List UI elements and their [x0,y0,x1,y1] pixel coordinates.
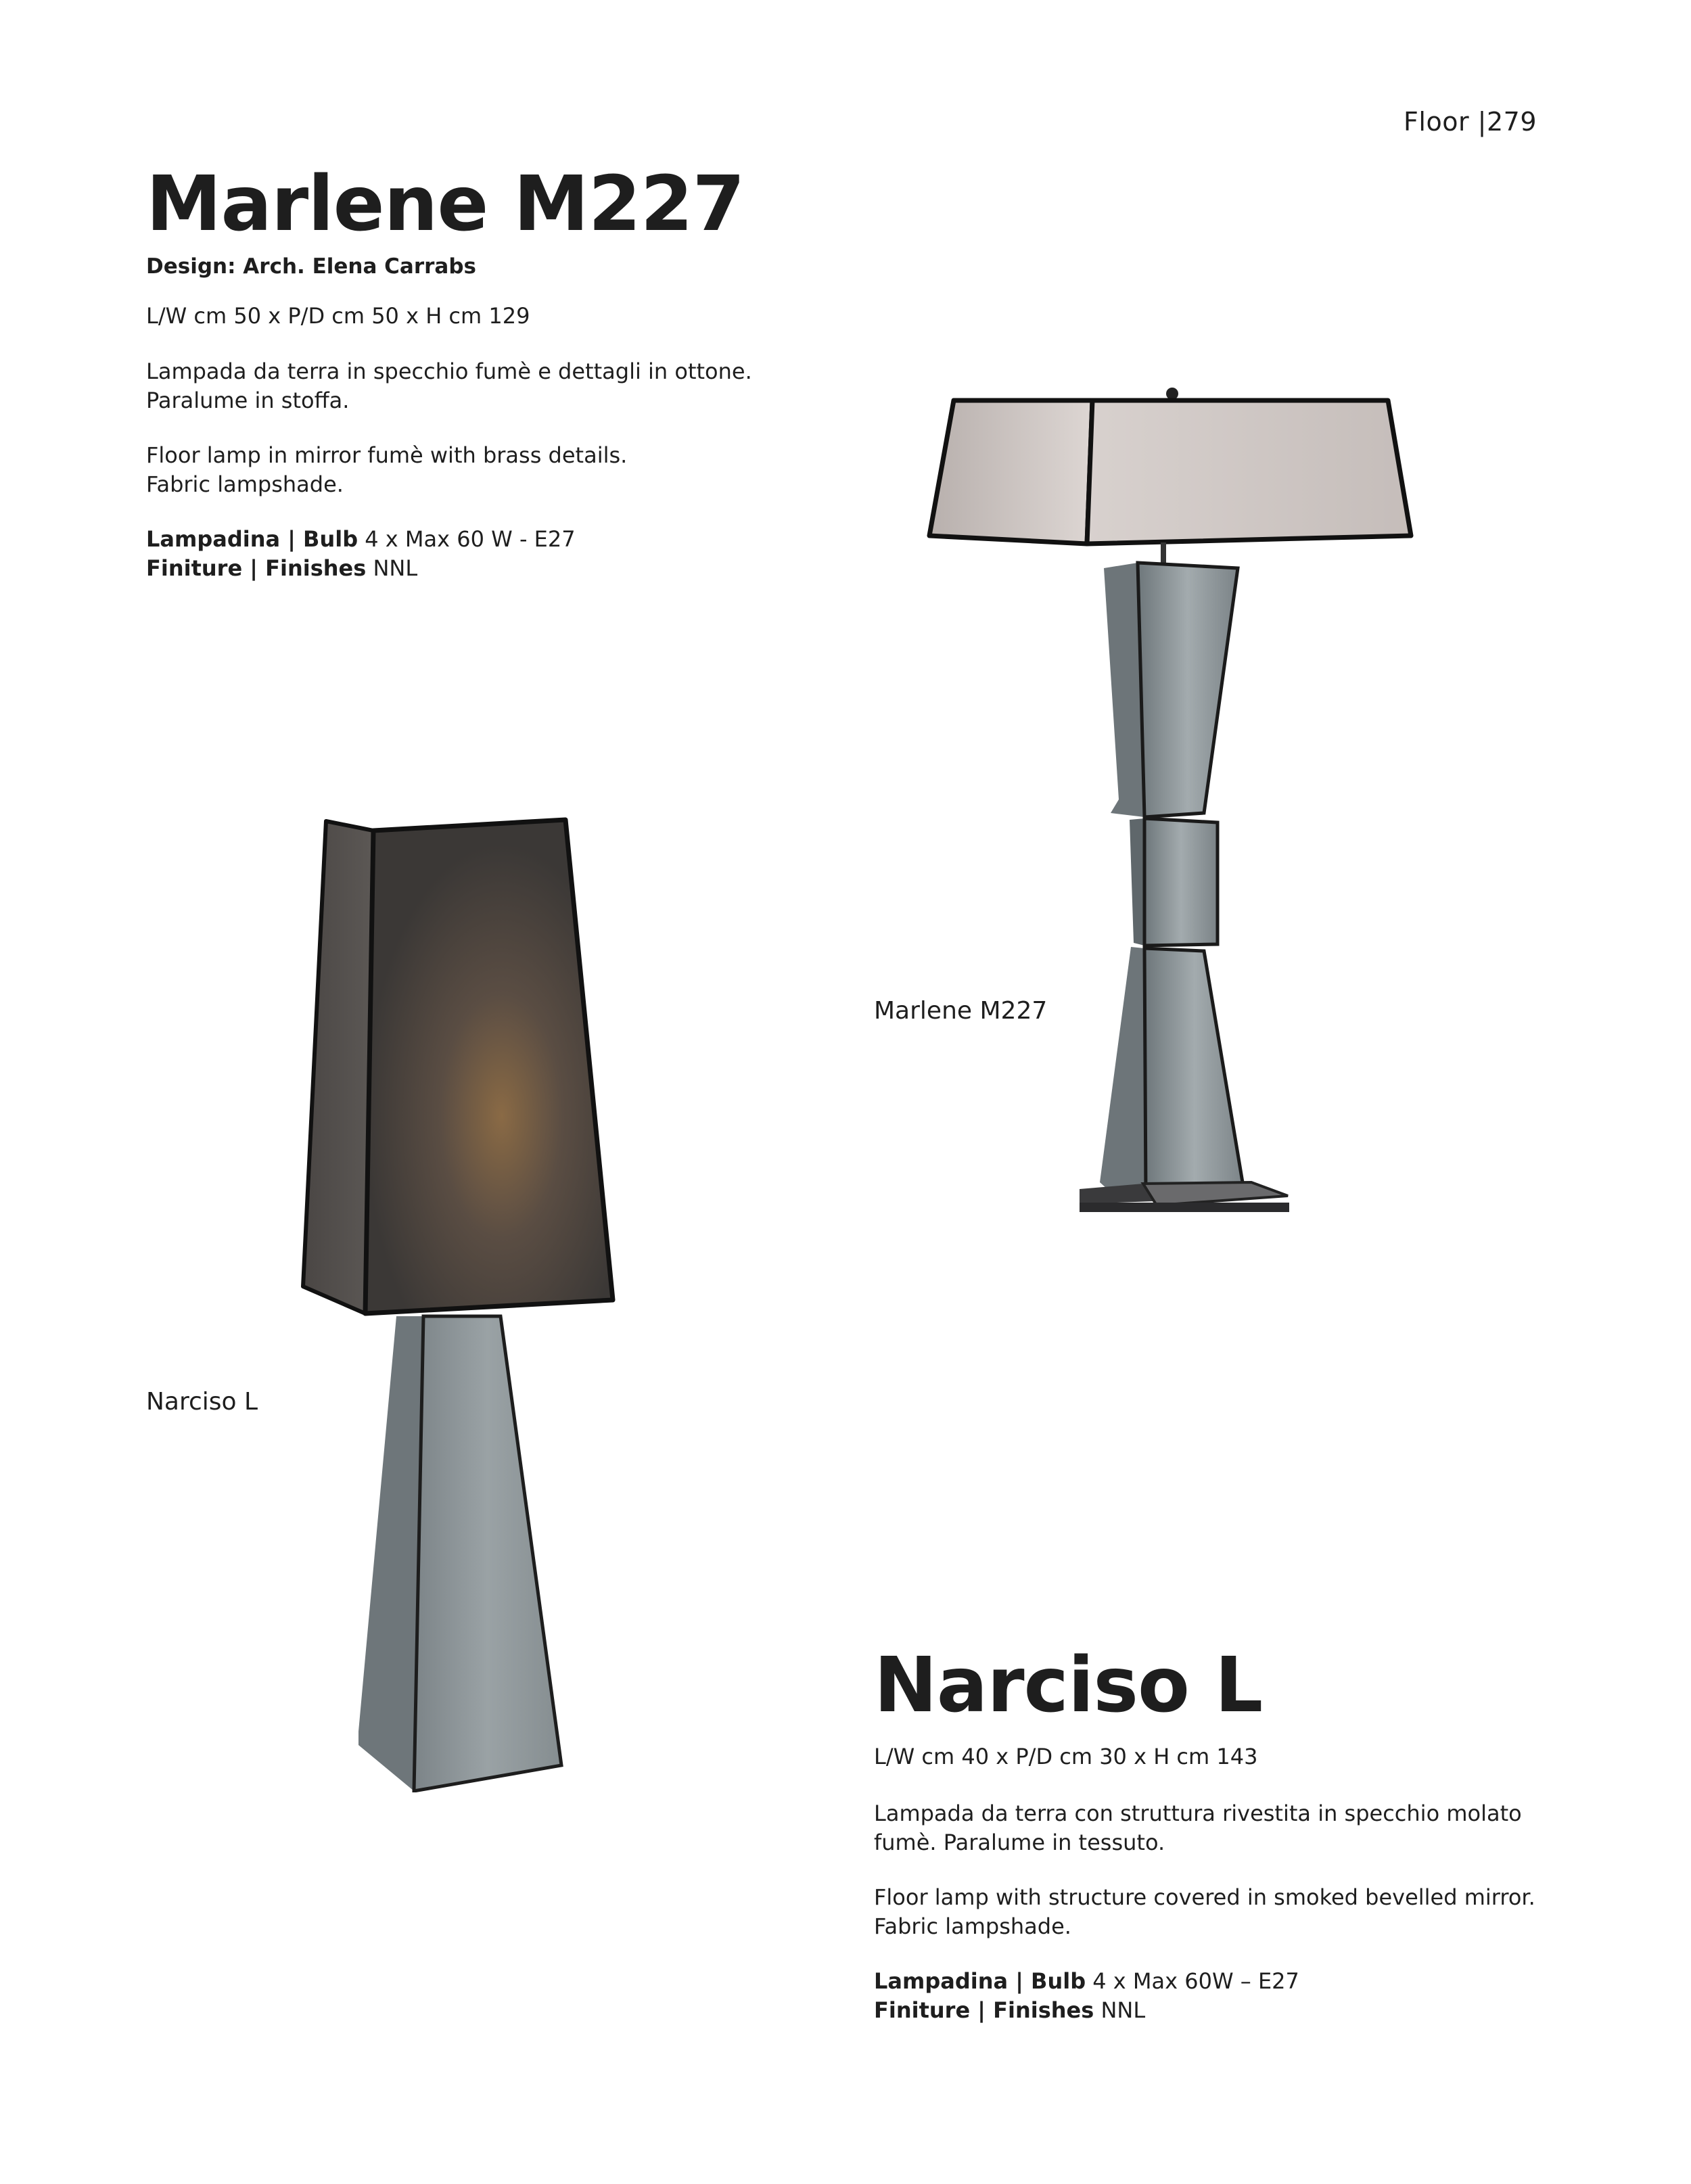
marlene-dimensions: L/W cm 50 x P/D cm 50 x H cm 129 [146,303,530,329]
narciso-image-caption: Narciso L [146,1388,258,1416]
narciso-desc-it-line2: fumè. Paralume in tessuto. [874,1830,1165,1855]
marlene-desc-en-line2: Fabric lampshade. [146,471,344,497]
page-folio: Floor |279 [1404,107,1537,137]
narciso-description-en [874,1883,1535,1941]
marlene-bulb-label: Lampadina | Bulb [146,526,358,552]
narciso-bulb-value: 4 x Max 60W – E27 [1086,1968,1299,1994]
narciso-desc-en-line2: Fabric lampshade. [874,1913,1071,1939]
marlene-finishes-spec [146,554,576,583]
narciso-description-it [874,1799,1522,1857]
marlene-finishes-value: NNL [366,555,418,581]
marlene-finishes-label: Finiture | Finishes [146,555,367,581]
narciso-bulb-spec [874,1967,1299,1996]
marlene-lamp-image [927,386,1420,1224]
narciso-desc-it-line1: Lampada da terra con struttura rivestita in specchio molato [874,1800,1522,1826]
marlene-desc-en-line1: Floor lamp in mirror fumè with brass details. [146,442,628,468]
narciso-finishes-label: Finiture | Finishes [874,1997,1094,2023]
marlene-description-en [146,441,627,499]
narciso-bulb-label: Lampadina | Bulb [874,1968,1086,1994]
marlene-title: Marlene M227 [146,160,745,248]
narciso-finishes-value: NNL [1094,1997,1146,2023]
marlene-image-caption: Marlene M227 [874,997,1048,1025]
marlene-bulb-value: 4 x Max 60 W - E27 [358,526,576,552]
marlene-designer: Design: Arch. Elena Carrabs [146,254,476,279]
narciso-dimensions: L/W cm 40 x P/D cm 30 x H cm 143 [874,1744,1258,1769]
marlene-bulb-spec [146,525,576,554]
narciso-specs [874,1967,1299,2025]
narciso-desc-en-line1: Floor lamp with structure covered in smoked bevelled mirror. [874,1884,1535,1910]
narciso-finishes-spec [874,1996,1299,2025]
marlene-desc-it-line1: Lampada da terra in specchio fumè e dettagli in ottone. [146,358,752,384]
marlene-description-it [146,357,752,415]
narciso-title: Narciso L [874,1642,1263,1729]
marlene-desc-it-line2: Paralume in stoffa. [146,388,350,413]
marlene-specs [146,525,576,583]
narciso-lamp-image [298,812,622,1792]
